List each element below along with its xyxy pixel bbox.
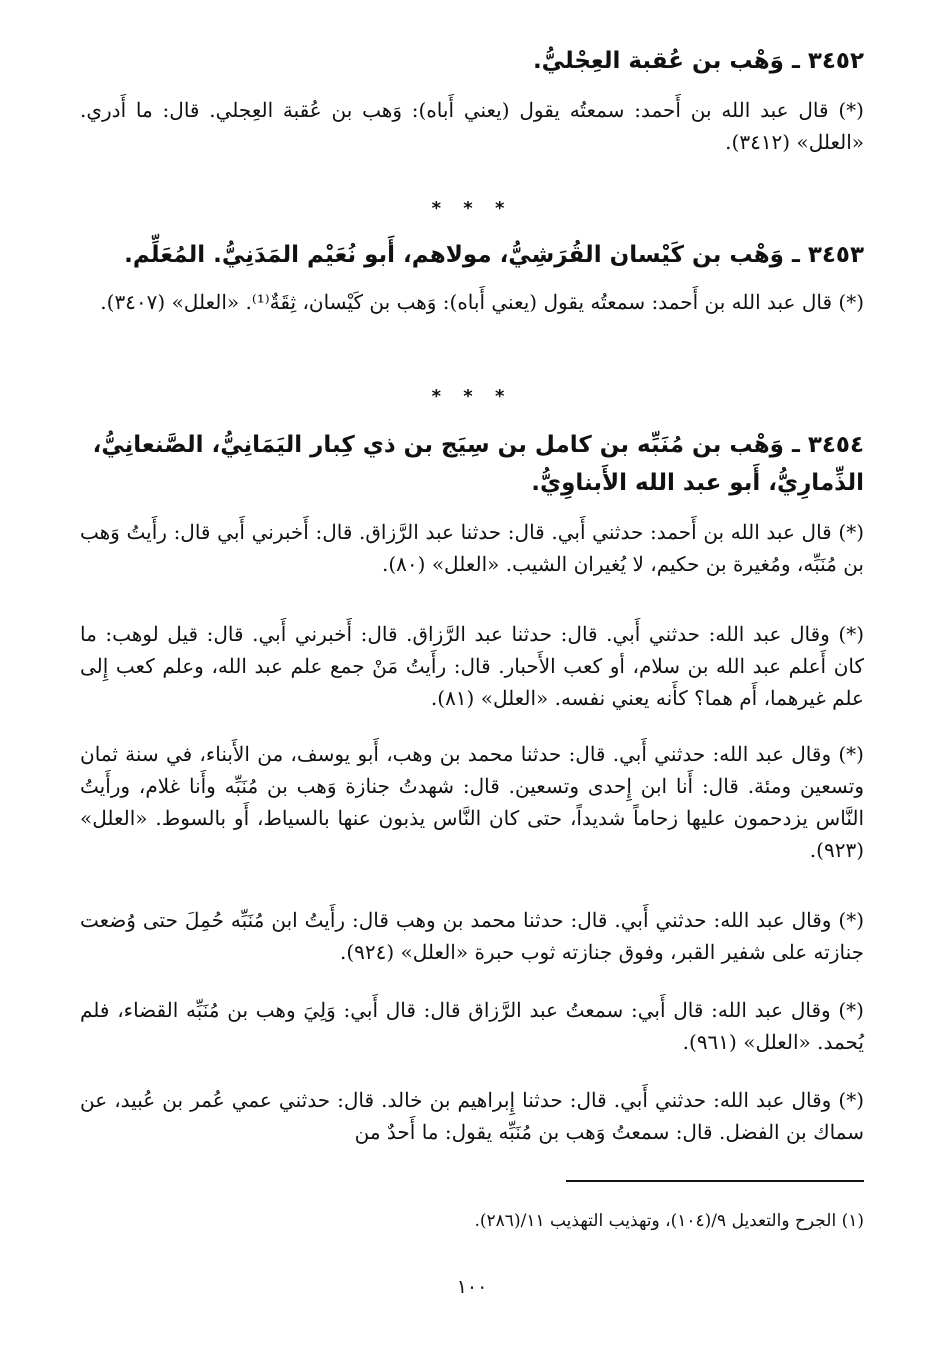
entry-paragraph: (*) قال عبد الله بن أَحمد: حدثني أَبي. قال: حدثنا عبد الرَّزاق. قال: أَخبرني أَبي قال: رأَيتُ وَهب بن مُنَبِّه، ومُغيرة بن حكيم، لا يُغيران الشيب. «العلل» (٨٠). [80,520,864,576]
book-page [80,40,864,1330]
entry-heading-3453: ٣٤٥٣ ـ وَهْب بن كَيْسان القُرَشِيُّ، مولاهم، أَبو نُعَيْم المَدَنِيُّ. المُعَلِّم. [124,242,864,268]
section-separator: * * * [431,198,513,219]
entry-paragraph: (*) وقال عبد الله: حدثني أَبي. قال: حدثنا محمد بن وهب قال: رأَيتُ ابن مُنَبِّه حُمِلَ حتى وُضعت جنازته على شفير القبر، وفوق جنازته ثوب حبرة «العلل» (٩٢٤). [80,908,864,964]
entry-paragraph: (*) قال عبد الله بن أَحمد: سمعتُه يقول (يعني أَباه): وَهب بن عُقبة العِجلي. قال: ما أَدري. «العلل» (٣٤١٢). [80,98,864,154]
page-number: ١٠٠ [456,1276,488,1298]
footnote-divider [566,1180,864,1182]
entry-paragraph: (*) وقال عبد الله: حدثني أَبي. قال: حدثنا عبد الرَّزاق. قال: أَخبرني أَبي. قال: قيل لوهب: ما كان أَعلم عبد الله بن سلام، أو كعب الأَحبار. قال: رأَيتُ مَنْ جمع علم عبد الله، وعلم كعب إِلى علم غيرهما، أَم هما؟ كأَنه يعني نفسه. «العلل» (٨١). [80,622,865,710]
footnote: (١) الجرح والتعديل ٩/(١٠٤)، وتهذيب التهذيب ١١/(٢٨٦). [474,1211,864,1231]
entry-paragraph: (*) وقال عبد الله: حدثني أَبي. قال: حدثنا إِبراهيم بن خالد. قال: حدثني عمي عُمر بن عُبيد، عن سماك بن الفضل. قال: سمعتُ وَهب بن مُنَبِّه يقول: ما أَحدٌ من [80,1088,864,1144]
entry-paragraph: (*) قال عبد الله بن أَحمد: سمعتُه يقول (يعني أَباه): وَهب بن كَيْسان، ثِقَةٌ⁽¹⁾. «العلل» (٣٤٠٧). [100,290,864,314]
entry-paragraph: (*) وقال عبد الله: قال أَبي: سمعتُ عبد الرَّزاق قال: قال أَبي: وَلِيَ وهب بن مُنَبِّه القضاء، فلم يُحمد. «العلل» (٩٦١). [80,998,864,1054]
entry-paragraph: (*) وقال عبد الله: حدثني أَبي. قال: حدثنا محمد بن وهب، أَبو يوسف، من الأَبناء، في سنة ثمان وتسعين ومئة. قال: أَنا ابن إِحدى وتسعين. قال: شهدتُ جنازة وَهب بن مُنَبِّه وأَنا غلام، ورأَيتُ النَّاس يزدحمون عليها زحاماً شديداً، حتى كان النَّاس يذبون عنها بالسياط، أَو بالسوط. «العلل» (٩٢٣). [80,742,865,862]
entry-heading-3454: ٣٤٥٤ ـ وَهْب بن مُنَبِّه بن كامل بن سِيَج بن ذي كِبار اليَمَانِيُّ، الصَّنعانِيُّ، الذِّمارِيُّ، أَبو عبد الله الأَبناوِيُّ. [92,432,864,496]
entry-heading-3452: ٣٤٥٢ ـ وَهْب بن عُقبة العِجْليُّ. [532,48,864,74]
section-separator: * * * [431,386,513,407]
